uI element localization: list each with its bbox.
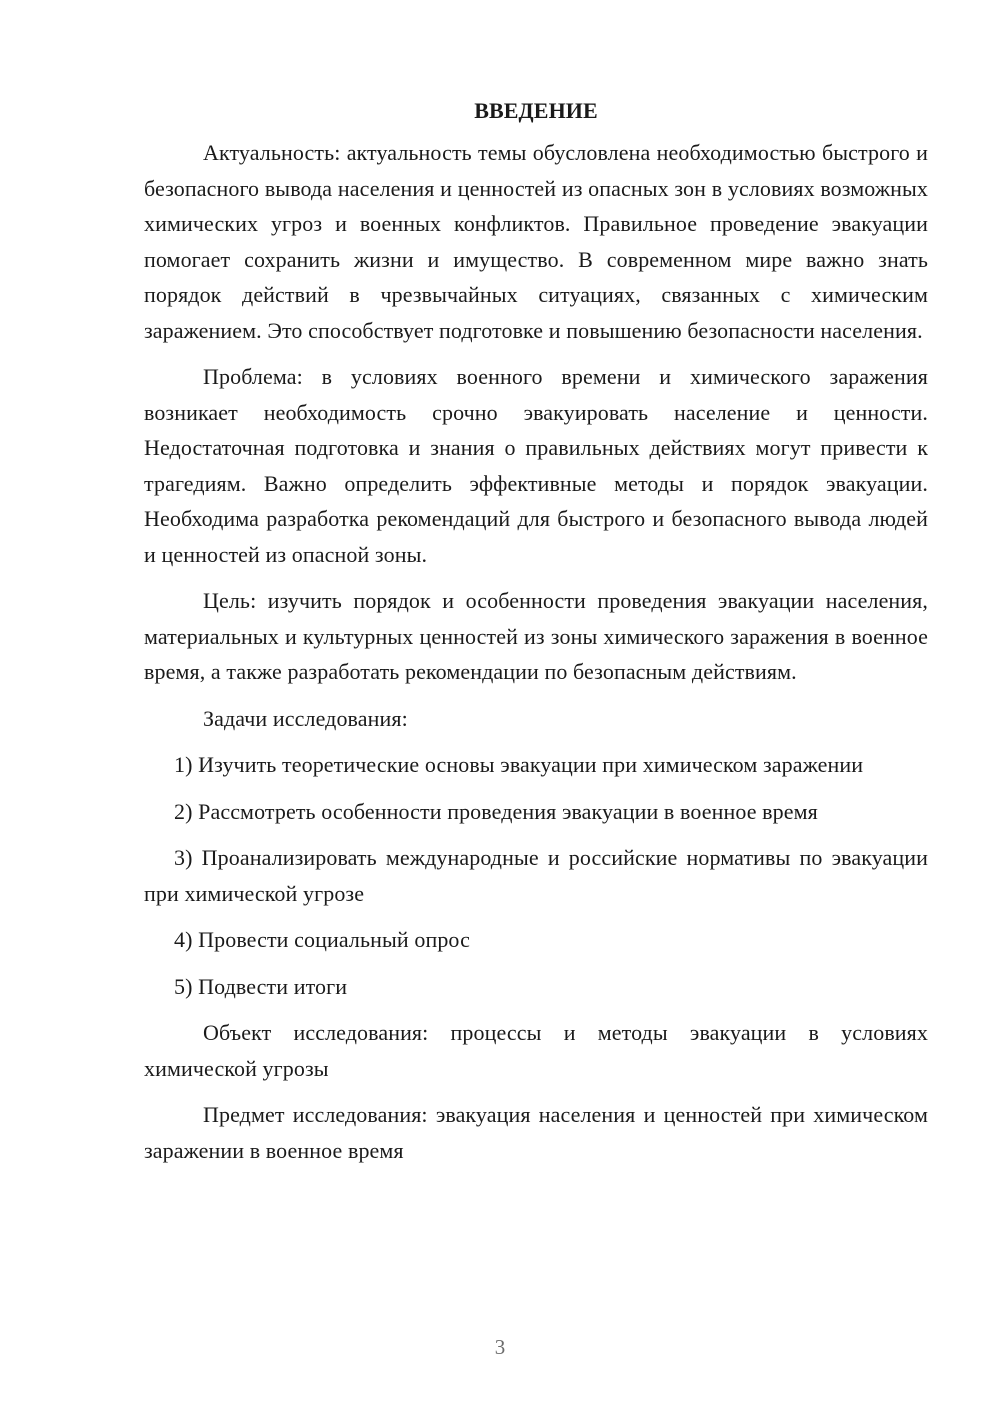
- task-item-3: 3) Проанализировать международные и российские нормативы по эвакуации при химической угрозе: [144, 845, 928, 906]
- object-paragraph: Объект исследования: процессы и методы эвакуации в условиях химической угрозы: [144, 1020, 928, 1081]
- page-title: ВВЕДЕНИЕ: [474, 98, 598, 123]
- goal-paragraph: Цель: изучить порядок и особенности проведения эвакуации населения, материальных и культурных ценностей из зоны химического заражения в военное время, а также разработать рекомендации по безопасным действиям.: [144, 588, 928, 684]
- task-item-1: 1) Изучить теоретические основы эвакуации при химическом заражении: [174, 752, 864, 777]
- task-item-4: 4) Провести социальный опрос: [174, 927, 470, 952]
- problem-paragraph: Проблема: в условиях военного времени и химического заражения возникает необходимость срочно эвакуировать население и ценности. Недостаточная подготовка и знания о правильных действиях могут привести к трагедиям. Важно определить эффективные методы и порядок эвакуации. Необходима разработка рекомендаций для быстрого и безопасного вывода людей и ценностей из опасной зоны.: [144, 364, 928, 567]
- task-item-5: 5) Подвести итоги: [174, 973, 348, 999]
- task-item-2: 2) Рассмотреть особенности проведения эвакуации в военное время: [174, 798, 818, 824]
- tasks-heading: Задачи исследования:: [203, 705, 408, 731]
- subject-paragraph: Предмет исследования: эвакуация населения и ценностей при химическом заражении в военное время: [144, 1102, 928, 1163]
- relevance-paragraph: Актуальность: актуальность темы обусловлена необходимостью быстрого и безопасного вывода населения и ценностей из опасных зон в условиях возможных химических угроз и военных конфликтов. Правильное проведение эвакуации помогает сохранить жизни и имущество. В современном мире важно знать порядок действий в чрезвычайных ситуациях, связанных с химическим заражением. Это способствует подготовке и повышению безопасности населения.: [144, 140, 928, 343]
- document-body: [144, 96, 928, 1168]
- page-number: 3: [494, 1335, 506, 1359]
